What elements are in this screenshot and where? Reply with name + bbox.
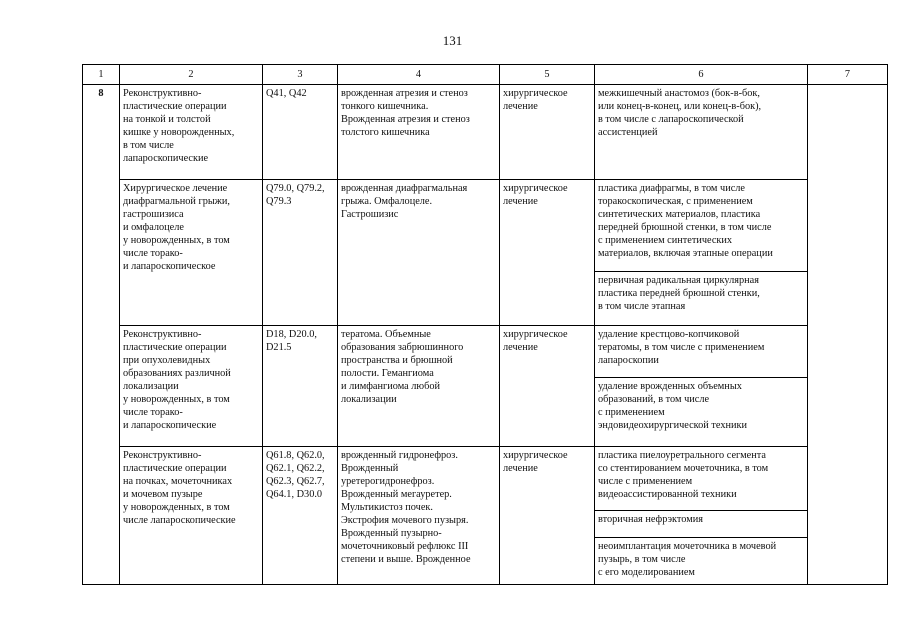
- empty-column-7: [808, 84, 888, 584]
- icd-codes: Q61.8, Q62.0, Q62.1, Q62.2, Q62.3, Q62.7, Q64.1, D30.0: [263, 446, 338, 584]
- disease-model: тератома. Объемные образования забрюшинного пространства и брюшной полости. Гемангиома и лимфангиома любой локализации: [338, 326, 500, 447]
- intervention-name: Реконструктивно- пластические операции на тонкой и толстой кишке у новорожденных, в том числе лапароскопические: [120, 84, 263, 180]
- header-row: [83, 65, 888, 85]
- table-row: [83, 84, 888, 180]
- treatment-type: хирургическое лечение: [500, 180, 595, 326]
- treatment-method: первичная радикальная циркулярная пластика передней брюшной стенки, в том числе этапная: [595, 271, 808, 325]
- disease-model: врожденный гидронефроз. Врожденный уретерогидронефроз. Врожденный мегауретер. Мультикистоз почек. Экстрофия мочевого пузыря. Врожденный пузырно- мочеточниковый рефлюкс III степени и выше. Врожденное: [338, 446, 500, 584]
- icd-codes: Q41, Q42: [263, 84, 338, 180]
- treatment-method: пластика пиелоуретрального сегмента со стентированием мочеточника, в том числе с применением видеоассистированной техники: [595, 446, 808, 510]
- row-number: 8: [83, 84, 120, 584]
- treatment-type: хирургическое лечение: [500, 326, 595, 447]
- medical-care-table: [82, 64, 888, 585]
- treatment-type: хирургическое лечение: [500, 84, 595, 180]
- header-cell: 3: [263, 65, 338, 85]
- treatment-method: межкишечный анастомоз (бок-в-бок, или конец-в-конец, или конец-в-бок), в том числе с лапароскопической ассистенцией: [595, 84, 808, 180]
- treatment-type: хирургическое лечение: [500, 446, 595, 584]
- header-cell: 1: [83, 65, 120, 85]
- header-cell: 6: [595, 65, 808, 85]
- icd-codes: Q79.0, Q79.2, Q79.3: [263, 180, 338, 326]
- disease-model: врожденная диафрагмальная грыжа. Омфалоцеле. Гастрошизис: [338, 180, 500, 326]
- table-row: [83, 446, 888, 510]
- treatment-method: удаление крестцово-копчиковой тератомы, в том числе с применением лапароскопии: [595, 326, 808, 378]
- table-row: [83, 180, 888, 272]
- treatment-method: пластика диафрагмы, в том числе торакоскопическая, с применением синтетических материалов, пластика передней брюшной стенки, в том числе с применением синтетических материалов, включая этапные операции: [595, 180, 808, 272]
- header-cell: 5: [500, 65, 595, 85]
- treatment-method: неоимплантация мочеточника в мочевой пузырь, в том числе с его моделированием: [595, 538, 808, 585]
- disease-model: врожденная атрезия и стеноз тонкого кишечника. Врожденная атрезия и стеноз толстого кишечника: [338, 84, 500, 180]
- intervention-name: Реконструктивно- пластические операции при опухолевидных образованиях различной локализации у новорожденных, в том числе торако- и лапароскопические: [120, 326, 263, 447]
- header-cell: 7: [808, 65, 888, 85]
- icd-codes: D18, D20.0, D21.5: [263, 326, 338, 447]
- intervention-name: Реконструктивно- пластические операции на почках, мочеточниках и мочевом пузыре у новорожденных, в том числе лапароскопические: [120, 446, 263, 584]
- treatment-method: вторичная нефрэктомия: [595, 511, 808, 538]
- table-row: [83, 326, 888, 378]
- page-number: 131: [442, 33, 463, 48]
- intervention-name: Хирургическое лечение диафрагмальной грыжи, гастрошизиса и омфалоцеле у новорожденных, в том числе торако- и лапароскопическое: [120, 180, 263, 326]
- treatment-method: удаление врожденных объемных образований, в том числе с применением эндовидеохирургической техники: [595, 378, 808, 447]
- header-cell: 2: [120, 65, 263, 85]
- header-cell: 4: [338, 65, 500, 85]
